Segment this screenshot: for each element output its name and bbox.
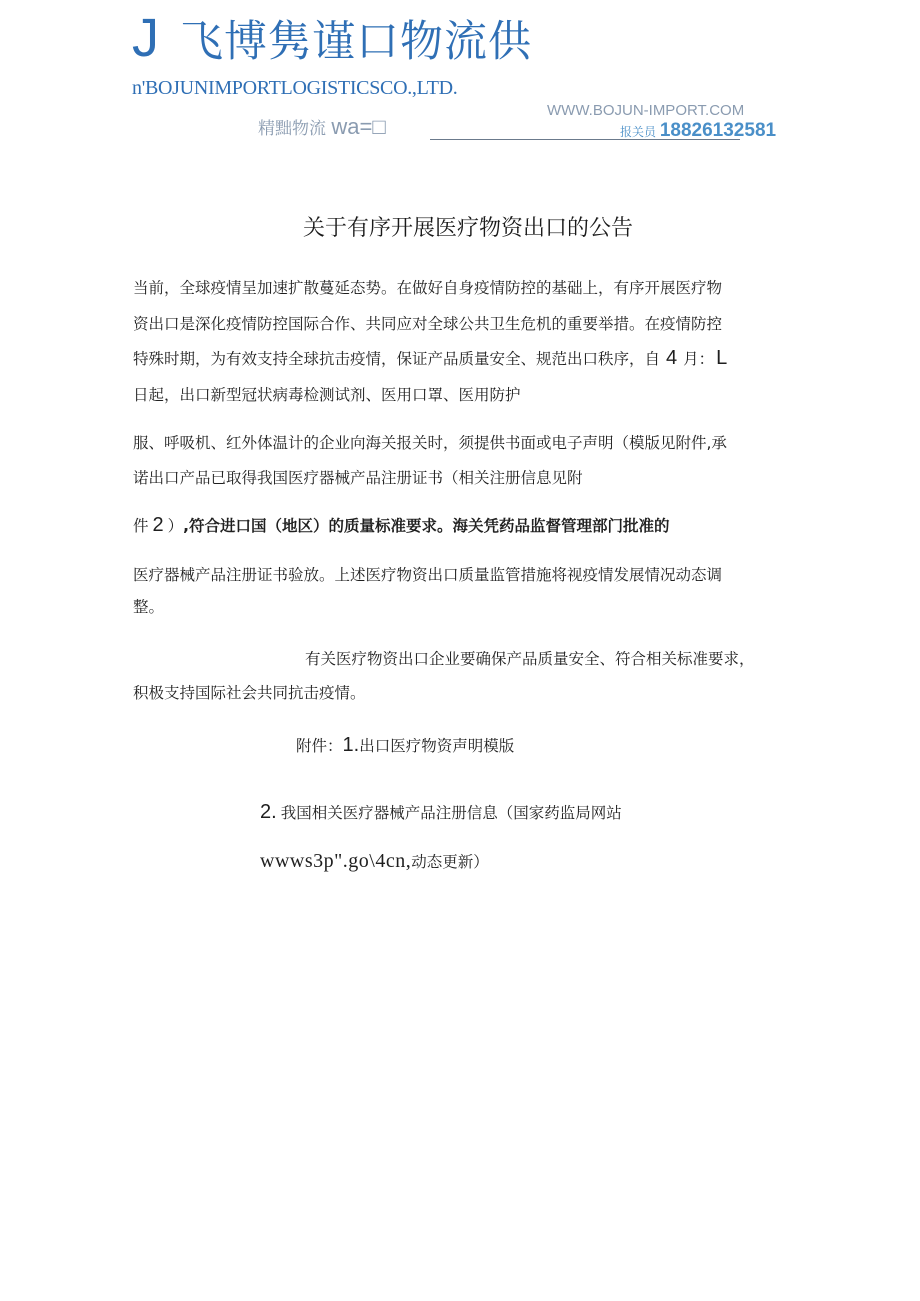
slogan-text: 精黜物流 bbox=[258, 119, 326, 139]
document-title: 关于有序开展医疗物资出口的公告 bbox=[302, 216, 633, 241]
attachment-url: wwws3p".go\4cn, bbox=[260, 850, 412, 872]
body-line: 当前，全球疫情呈加速扩散蔓延态势。在做好自身疫情防控的基础上，有序开展医疗物 bbox=[133, 279, 723, 297]
date-month: 4 bbox=[666, 347, 678, 369]
attachment-label: 附件： bbox=[296, 737, 343, 755]
body-line bbox=[133, 513, 670, 538]
attachment-number: 2. bbox=[260, 801, 277, 823]
body-text: 特殊时期，为有效支持全球抗击疫情，保证产品质量安全、规范出口秩序，自 bbox=[133, 350, 661, 368]
body-line: 诺出口产品已取得我国医疗器械产品注册证书（相关注册信息见附 bbox=[133, 469, 583, 487]
attachment-ref-number: 2 bbox=[152, 514, 164, 536]
body-text: 件 bbox=[133, 517, 149, 535]
body-line: 日起，出口新型冠状病毒检测试剂、医用口罩、医用防护 bbox=[133, 386, 521, 404]
attachment-text: 我国相关医疗器械产品注册信息（国家药监局网站 bbox=[280, 804, 622, 822]
attachment-item-2 bbox=[260, 800, 622, 825]
body-line: 医疗器械产品注册证书验放。上述医疗物资出口质量监管措施将视疫情发展情况动态调 bbox=[133, 566, 723, 584]
attachment-url-line bbox=[260, 849, 489, 874]
company-logo-mark: J bbox=[132, 8, 159, 68]
company-slogan bbox=[258, 116, 386, 140]
body-line: 资出口是深化疫情防控国际合作、共同应对全球公共卫生危机的重要举措。在疫情防控 bbox=[133, 315, 723, 333]
body-text: 月： bbox=[683, 350, 715, 368]
attachment-item-1 bbox=[296, 733, 514, 758]
attachment-text: 出口医疗物资声明模版 bbox=[359, 737, 515, 755]
slogan-mark: wa=□ bbox=[331, 114, 386, 139]
company-website: WWW.BOJUN-IMPORT.COM bbox=[547, 102, 745, 119]
customs-broker-phone bbox=[620, 120, 777, 141]
company-name-cn: 飞博隽谨口物流供 bbox=[180, 17, 532, 67]
body-text: ,符合进口国（地区）的质量标准要求。海关凭药品监督管理部门批准的 bbox=[183, 517, 670, 535]
phone-label: 报关员 bbox=[620, 125, 657, 139]
attachment-number: 1. bbox=[342, 734, 360, 756]
attachment-text: 动态更新） bbox=[411, 853, 489, 871]
body-line: 有关医疗物资出口企业要确保产品质量安全、符合相关标准要求， bbox=[305, 650, 755, 668]
date-day: L bbox=[716, 347, 728, 369]
phone-number: 18826132581 bbox=[659, 120, 777, 141]
company-name-en: n'BOJUNIMPORTLOGISTICSCO.,LTD. bbox=[132, 77, 458, 99]
body-line: 服、呼吸机、红外体温计的企业向海关报关时，须提供书面或电子声明（模版见附件,承 bbox=[133, 434, 727, 452]
body-line: 整。 bbox=[133, 598, 165, 616]
body-line bbox=[133, 346, 727, 371]
body-line: 积极支持国际社会共同抗击疫情。 bbox=[133, 684, 366, 702]
body-text: ） bbox=[167, 517, 184, 535]
